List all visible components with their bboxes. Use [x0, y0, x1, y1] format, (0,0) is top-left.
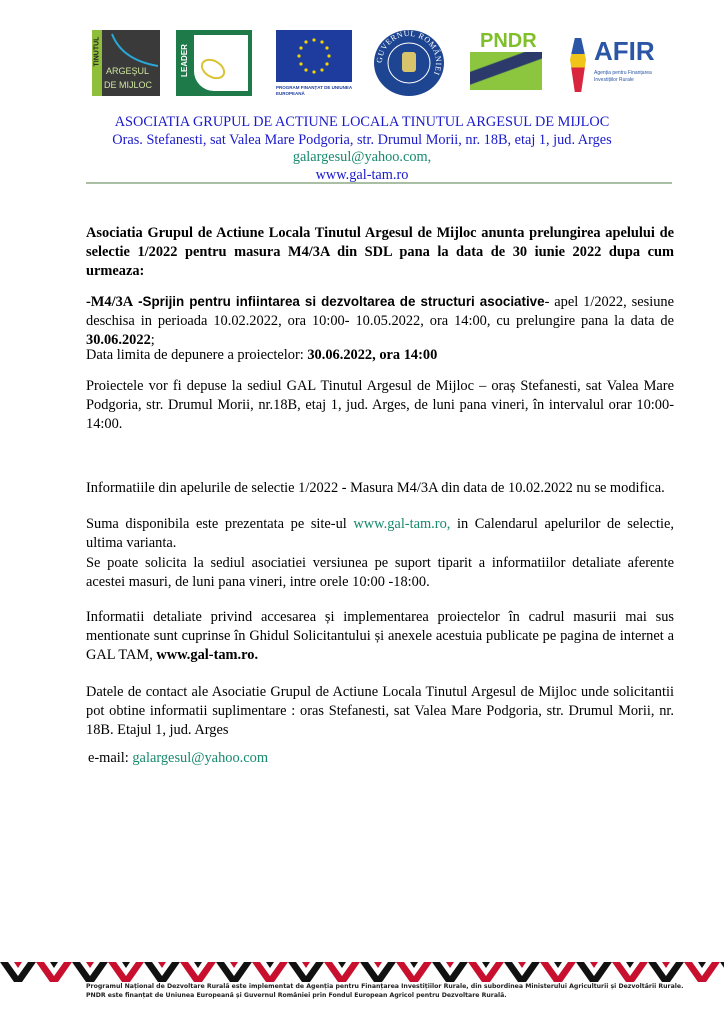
- footer-note: [86, 982, 683, 1000]
- details-text: Informatii detaliate privind accesarea și implementarea proiectelor în cadrul masurii mai sus mentionate sunt cuprinse în Ghidul Solicitantului și anexele acestuia publicate pe pagina de internet a GAL TAM,: [86, 609, 674, 663]
- pattern-motif-accent: [302, 962, 310, 968]
- header-email-link[interactable]: galargesul@yahoo.com,: [292, 149, 432, 165]
- details-website-link[interactable]: www.gal-tam.ro.: [156, 647, 259, 663]
- printed-version-paragraph: Se poate solicita la sediul asociatiei versiunea pe suport tiparit a informatiilor detaliate aferente acestei masuri, de luni pana vineri, intre orele 10:00 -18:00.: [86, 555, 674, 590]
- organization-title: ASOCIATIA GRUPUL DE ACTIUNE LOCALA TINUTUL ARGESUL DE MIJLOC: [114, 114, 610, 130]
- deadline-label: Data limita de depunere a proiectelor:: [86, 347, 308, 363]
- letterhead: [0, 114, 724, 184]
- measure-name: -Sprijin pentru infiintarea si dezvoltarea de structuri asociative: [138, 294, 545, 309]
- header-divider: [86, 182, 672, 184]
- logo-pndr-text: PNDR: [480, 30, 537, 52]
- logo-afir: [566, 30, 676, 96]
- pattern-motif-accent: [446, 962, 454, 968]
- pattern-motif-accent: [266, 962, 274, 968]
- unchanged-paragraph: Informatiile din apelurile de selectie 1/2022 - Masura M4/3A din data de 10.02.2022 nu se modifica.: [86, 480, 665, 496]
- measure-code: -M4/3A: [86, 294, 134, 310]
- pattern-motif: [720, 962, 724, 982]
- footer-line-1: Programul Național de Dezvoltare Rurală este implementat de Agenția pentru Finanțarea Investițiilor Rurale, din subordinea Ministerului Agriculturii și Dezvoltării Rurale.: [86, 983, 684, 990]
- pattern-motif-accent: [662, 962, 670, 968]
- deadline-paragraph: [86, 346, 674, 365]
- details-paragraph: [86, 608, 674, 665]
- pattern-motif-accent: [122, 962, 130, 968]
- deadline-value: 30.06.2022, ora 14:00: [307, 347, 438, 363]
- measure-paragraph: [86, 292, 674, 350]
- pattern-motif-accent: [230, 962, 238, 968]
- sum-website-link[interactable]: www.gal-tam.ro,: [353, 516, 451, 532]
- logo-tinutul-line1: ARGEŞUL: [106, 66, 150, 76]
- logo-afir-subtitle: Agenția pentru Finanțarea Investițiilor Rurale: [594, 70, 652, 83]
- pattern-motif-accent: [698, 962, 706, 968]
- logo-tinutul-top: TINUTUL: [93, 36, 101, 67]
- contact-paragraph: Datele de contact ale Asociatie Grupul de Actiune Locala Tinutul Argesul de Mijloc unde solicitantii pot obtine informatii suplimentare : oras Stefanesti, sat Valea Mare Podgoria, str. Drumul Morii, nr. 18B. Etajul 1, jud. Arges: [86, 684, 674, 738]
- pattern-motif-accent: [410, 962, 418, 968]
- pattern-motif-accent: [158, 962, 166, 968]
- logo-eu: [276, 30, 356, 96]
- eu-flag-icon: [276, 30, 352, 82]
- header-website-link[interactable]: www.gal-tam.ro: [315, 166, 409, 183]
- footer-line-2: PNDR este finanțat de Uniunea Europeană și Guvernul României prin Fondul European Agricol pentru Dezvoltare Rurală.: [86, 992, 507, 999]
- sum-paragraph: [86, 515, 674, 553]
- contact-email-line: [88, 749, 676, 768]
- contact-email-link[interactable]: galargesul@yahoo.com: [132, 750, 269, 766]
- logo-afir-text: AFIR: [594, 36, 655, 66]
- guvern-seal-icon: [374, 30, 444, 96]
- logo-tinutul-line2: DE MIJLOC: [104, 80, 153, 90]
- pattern-motif-accent: [338, 962, 346, 968]
- measure-text: - apel 1/2022, sesiune deschisa in perioada 10.02.2022, ora 10:00- 10.05.2022, ora 14:00, cu prelungire pana la data de: [86, 294, 674, 329]
- logo-pndr: [470, 30, 542, 96]
- sum-text-pre: Suma disponibila este prezentata pe site-ul: [86, 516, 354, 532]
- logo-leader-text: LEADER: [179, 44, 189, 77]
- logo-guvern-text: GUVERNUL ROMÂNIEI: [374, 30, 444, 77]
- pattern-motif-accent: [86, 962, 94, 968]
- pattern-motif-accent: [482, 962, 490, 968]
- sum-text-post: in Calendarul apelurilor de selectie, ultima varianta.: [86, 516, 674, 551]
- logo-eu-caption: PROGRAM FINANȚAT DE UNIUNEA EUROPEANĂ: [276, 85, 352, 96]
- logo-leader: [176, 30, 252, 96]
- measure-date: 30.06.2022: [86, 332, 151, 348]
- logo-tinutul-argesul: [92, 30, 160, 96]
- pattern-motif-accent: [518, 962, 526, 968]
- pattern-motif-accent: [554, 962, 562, 968]
- organization-address: Oras. Stefanesti, sat Valea Mare Podgoria, str. Drumul Morii, nr. 18B, etaj 1, jud. Arges: [112, 131, 612, 148]
- pattern-motif-accent: [626, 962, 634, 968]
- pattern-motif-accent: [374, 962, 382, 968]
- intro-paragraph: Asociatia Grupul de Actiune Locala Tinutul Argesul de Mijloc anunta prelungirea apelului de selectie 1/2022 pentru masura M4/3A din SDL pana la data de 30 iunie 2022 dupa cum urmeaza:: [86, 225, 674, 279]
- measure-end: ;: [150, 332, 155, 348]
- submission-paragraph: Proiectele vor fi depuse la sediul GAL Tinutul Argesul de Mijloc – oraș Stefanesti, sat Valea Mare Podgoria, str. Drumul Morii, nr.18B, etaj 1, jud. Arges, de luni pana vineri, în intervalul orar 10:00-14:00.: [86, 378, 674, 432]
- pattern-motif-accent: [590, 962, 598, 968]
- logo-guvernul-romaniei: [374, 30, 446, 96]
- pattern-motif-accent: [14, 962, 22, 968]
- pattern-motif-accent: [50, 962, 58, 968]
- pattern-motif-accent: [194, 962, 202, 968]
- email-label: e-mail:: [88, 750, 133, 766]
